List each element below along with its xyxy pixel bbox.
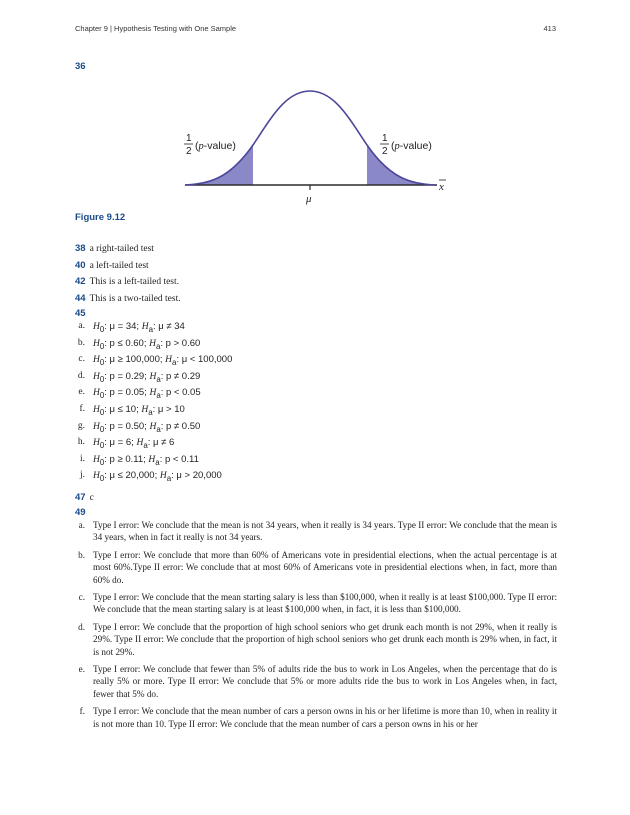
chapter-title: Chapter 9 | Hypothesis Testing with One Sample (75, 24, 237, 33)
question-number: 40 (75, 260, 86, 271)
answer-47 (75, 492, 94, 503)
answer-text: c (89, 493, 94, 503)
right-pvalue-text: (p-value) (391, 140, 432, 152)
list-item: b. Type I error: We conclude that more than 60% of Americans vote in presidential elections, when the actual percentage is at most 60%.Type II error: We conclude that at most 60% of Americans vote in presidential elections when, in fact, more than 60% do. (78, 549, 557, 585)
list-item: d. Type I error: We conclude that the proportion of high school seniors who get drunk each month is not 29%, when it really is 29%. Type II error: We conclude that the proportion of high school seniors who get drunk each month is 29% when, in fact, it is not 29%. (78, 621, 557, 657)
answer-text: This is a left-tailed test. (89, 277, 180, 287)
list-item: j. $H_0$: μ ≤ 20,000; $H_a$: μ > 20,000 (79, 470, 222, 484)
list-item: a. Type I error: We conclude that the mean is not 34 years, when it really is 34 years. Type II error: We conclude that the mean is 34 years, when in fact it really is not 34 years. (78, 520, 557, 543)
answer-44 (75, 293, 181, 304)
answer-40 (75, 260, 149, 271)
error-types-list (75, 519, 557, 735)
question-number-36: 36 (75, 61, 86, 72)
list-item: c. Type I error: We conclude that the mean starting salary is less than $100,000, when it really is at least $100,000. Type II error: We conclude that the mean starting salary is at least $100,000 when, in fact, it is less than $100,000. (78, 592, 557, 615)
list-item: d. $H_0$: p = 0.29; $H_a$: p ≠ 0.29 (77, 370, 201, 384)
bell-curve (185, 91, 435, 185)
answer-text: a left-tailed test (89, 261, 149, 271)
list-item: h. $H_0$: μ = 6; $H_a$: μ ≠ 6 (77, 437, 175, 451)
mu-label: μ (306, 193, 312, 205)
figure-caption: Figure 9.12 (75, 212, 126, 223)
answer-42 (75, 276, 179, 287)
question-number: 42 (75, 276, 86, 287)
right-fraction-denominator: 2 (382, 146, 388, 157)
list-item: e. Type I error: We conclude that fewer than 5% of adults ride the bus to work in Los Angeles, when the percentage that do is really 5% or more. Type II error: We conclude that 5% or more adults ride the bus to work in Los Angeles when, in fact, fewer that 5% do. (78, 664, 557, 699)
list-item: f. $H_0$: μ ≤ 10; $H_a$: μ > 10 (79, 403, 185, 417)
list-item: g. $H_0$: p = 0.50; $H_a$: p ≠ 0.50 (77, 420, 201, 434)
list-item: a. $H_0$: μ = 34; $H_a$: μ ≠ 34 (78, 321, 185, 334)
left-fraction-numerator: 1 (186, 133, 192, 144)
question-number: 44 (75, 293, 86, 304)
question-number-45: 45 (75, 308, 86, 319)
question-number: 38 (75, 243, 86, 254)
right-fraction-numerator: 1 (382, 133, 388, 144)
left-fraction-denominator: 2 (186, 146, 192, 157)
answer-text: This is a two-tailed test. (89, 294, 181, 304)
left-pvalue-text: (p-value) (195, 140, 236, 152)
right-half-pvalue-label (380, 133, 432, 157)
answer-text: a right-tailed test (89, 244, 154, 254)
question-number: 47 (75, 492, 86, 503)
list-item: e. $H_0$: p = 0.05; $H_a$: p < 0.05 (78, 387, 201, 401)
list-item: c. $H_0$: μ ≥ 100,000; $H_a$: μ < 100,000 (78, 354, 233, 368)
list-item: b. $H_0$: p ≤ 0.60; $H_a$: p > 0.60 (77, 337, 201, 351)
answer-38 (75, 243, 154, 254)
left-half-pvalue-label (184, 133, 236, 157)
question-number-49: 49 (75, 507, 86, 518)
hypotheses-list (75, 321, 555, 487)
list-item: f. Type I error: We conclude that the mean number of cars a person owns in his or her lifetime is more than 10, when in reality it is not more than 10. Type II error: We conclude that the mean number of cars a person owns in his or her (79, 706, 557, 729)
xbar-label: x (439, 181, 444, 193)
page-number: 413 (543, 24, 556, 33)
list-item: i. $H_0$: p ≥ 0.11; $H_a$: p < 0.11 (79, 453, 199, 467)
page-header (75, 24, 556, 36)
normal-curve-figure (175, 85, 465, 210)
